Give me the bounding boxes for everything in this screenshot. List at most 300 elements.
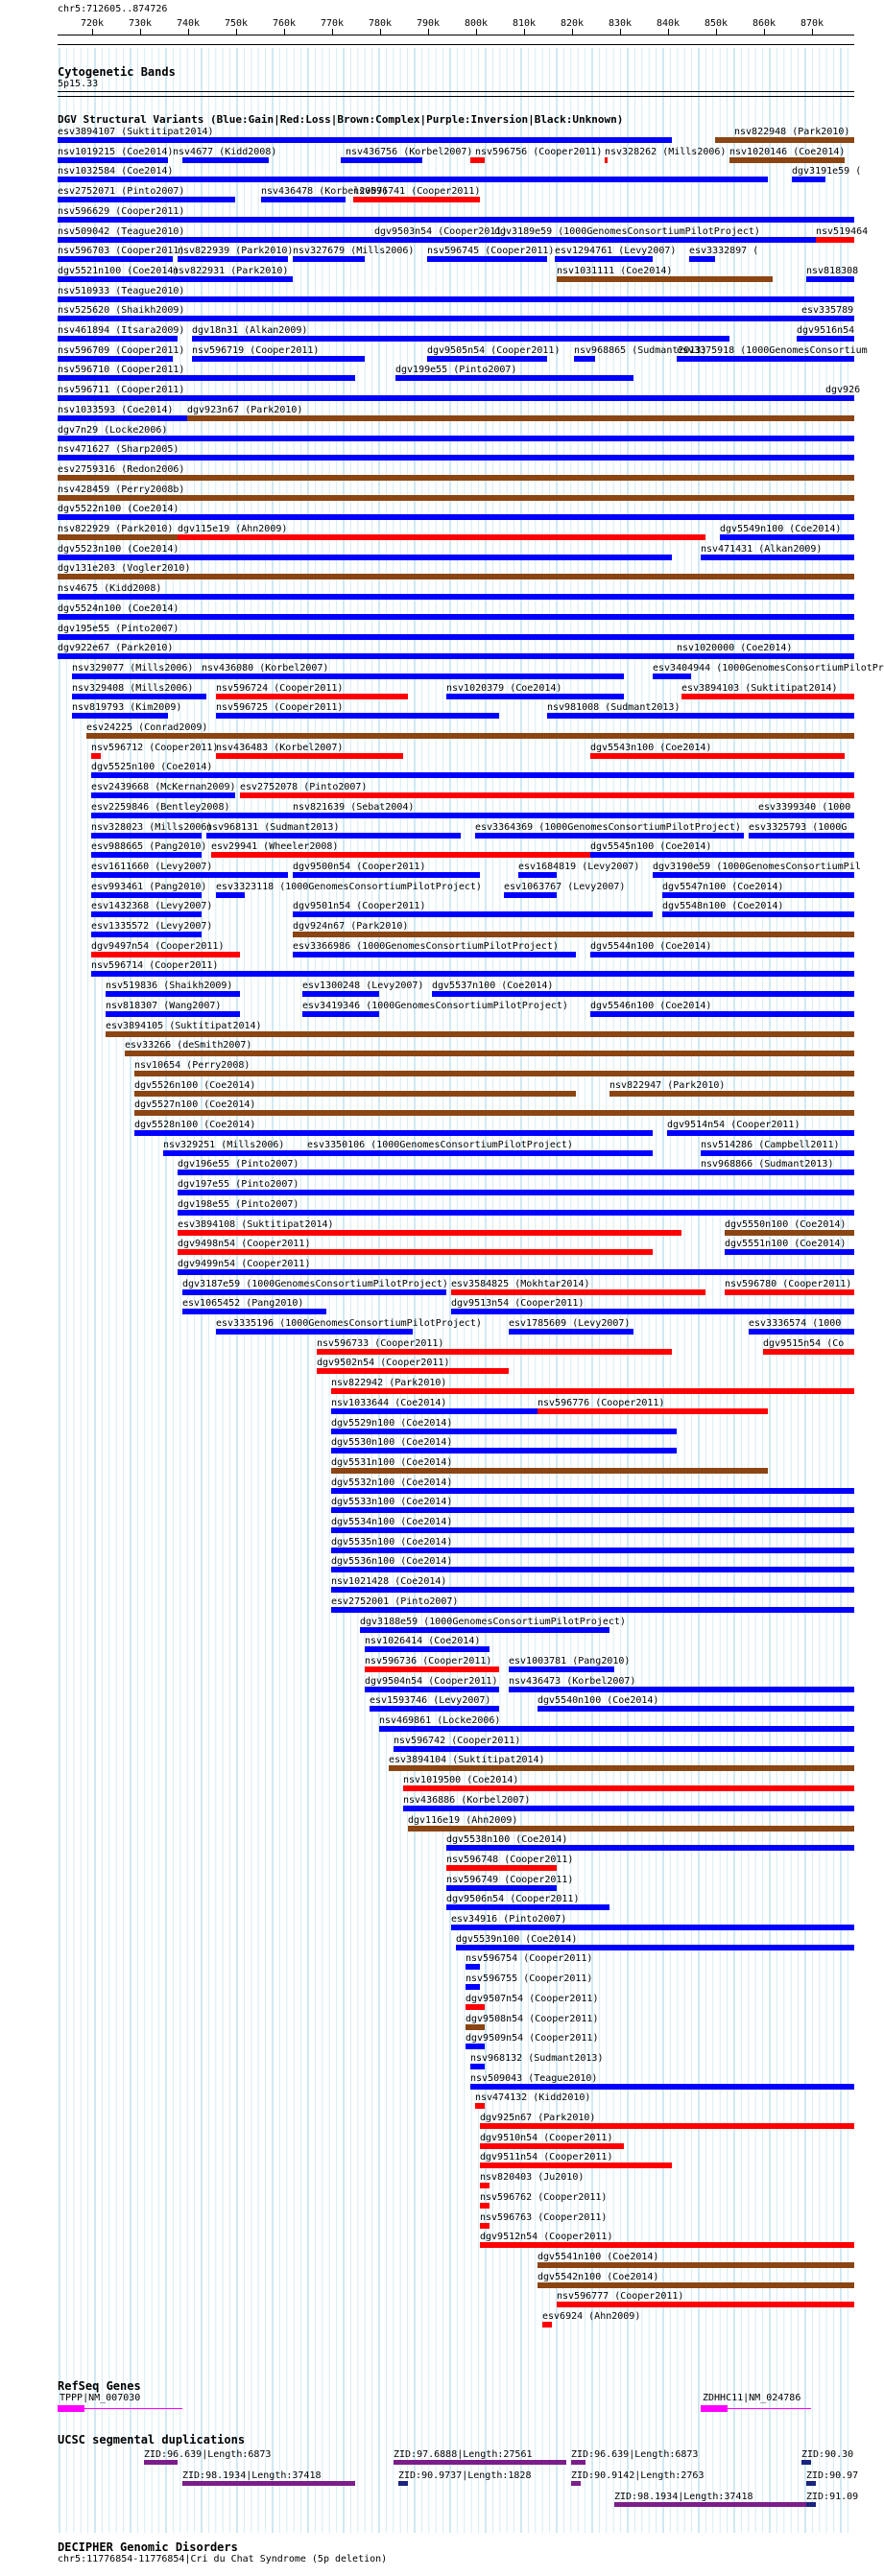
- sv-bar[interactable]: [58, 495, 854, 501]
- sv-label[interactable]: dgv18n31 (Alkan2009): [192, 325, 308, 336]
- sv-bar[interactable]: [163, 1150, 317, 1156]
- sv-label[interactable]: nsv329251 (Mills2006): [163, 1139, 285, 1150]
- sv-label[interactable]: esv3335196 (1000GenomesConsortiumPilotProject): [216, 1318, 482, 1329]
- sv-bar[interactable]: [574, 356, 595, 362]
- sv-bar[interactable]: [379, 1726, 854, 1732]
- sv-label[interactable]: dgv5542n100 (Coe2014): [538, 2271, 659, 2282]
- sv-label[interactable]: nsv1020379 (Coe2014): [446, 682, 562, 694]
- sv-bar[interactable]: [725, 1230, 854, 1236]
- sv-label[interactable]: esv3894107 (Suktitipat2014): [58, 127, 214, 137]
- sv-bar[interactable]: [538, 2262, 854, 2268]
- segdup-label[interactable]: ZID:90.97: [806, 2470, 859, 2481]
- sv-bar[interactable]: [331, 1567, 854, 1572]
- sv-bar[interactable]: [446, 1904, 609, 1910]
- sv-label[interactable]: nsv509042 (Teague2010): [58, 225, 185, 237]
- decipher-item[interactable]: chr5:11776854-11776854|Cri du Chat Syndrome (5p deletion): [58, 2554, 388, 2564]
- sv-bar[interactable]: [293, 872, 480, 878]
- sv-label[interactable]: nsv10654 (Perry2008): [134, 1059, 251, 1071]
- sv-label[interactable]: dgv9511n54 (Cooper2011): [480, 2152, 613, 2163]
- sv-bar[interactable]: [106, 991, 240, 997]
- gene-exon[interactable]: [701, 2405, 728, 2412]
- sv-label[interactable]: nsv596780 (Cooper2011): [725, 1278, 852, 1289]
- segdup-label[interactable]: ZID:97.6888|Length:27561: [394, 2449, 533, 2460]
- sv-label[interactable]: esv1684819 (Levy2007): [518, 861, 640, 872]
- sv-label[interactable]: nsv596724 (Cooper2011): [216, 682, 344, 694]
- sv-label[interactable]: dgv3188e59 (1000GenomesConsortiumPilotProject): [360, 1616, 626, 1627]
- sv-bar[interactable]: [480, 2183, 490, 2188]
- segdup-bar[interactable]: [394, 2460, 566, 2465]
- sv-label[interactable]: nsv4675 (Kidd2008): [58, 583, 162, 595]
- sv-label[interactable]: esv6924 (Ahn2009): [542, 2311, 641, 2322]
- sv-bar[interactable]: [341, 157, 422, 163]
- sv-label[interactable]: esv3336574 (1000: [749, 1318, 842, 1329]
- sv-label[interactable]: dgv7n29 (Locke2006): [58, 424, 168, 436]
- sv-bar[interactable]: [763, 1349, 854, 1355]
- sv-label[interactable]: nsv822947 (Park2010): [609, 1079, 726, 1091]
- sv-bar[interactable]: [538, 1408, 768, 1414]
- sv-label[interactable]: nsv821639 (Sebat2004): [293, 801, 415, 813]
- sv-bar[interactable]: [317, 1368, 509, 1374]
- sv-bar[interactable]: [331, 1587, 854, 1593]
- sv-bar[interactable]: [331, 1488, 854, 1494]
- sv-bar[interactable]: [178, 1230, 681, 1236]
- sv-bar[interactable]: [91, 952, 240, 957]
- sv-label[interactable]: nsv471627 (Sharp2005): [58, 444, 179, 456]
- sv-bar[interactable]: [662, 911, 854, 917]
- sv-label[interactable]: nsv327679 (Mills2006): [293, 246, 415, 257]
- sv-label[interactable]: esv33266 (deSmith2007): [125, 1040, 252, 1052]
- segdup-bar[interactable]: [571, 2481, 581, 2486]
- sv-bar[interactable]: [134, 1130, 653, 1136]
- sv-label[interactable]: esv3894108 (Suktitipat2014): [178, 1218, 334, 1230]
- sv-label[interactable]: dgv9515n54 (Co: [763, 1337, 845, 1349]
- sv-bar[interactable]: [677, 356, 854, 362]
- sv-bar[interactable]: [365, 1687, 499, 1692]
- segdup-bar[interactable]: [571, 2460, 585, 2465]
- sv-bar[interactable]: [825, 395, 854, 401]
- sv-bar[interactable]: [590, 852, 854, 858]
- sv-bar[interactable]: [134, 1071, 854, 1076]
- sv-label[interactable]: nsv519836 (Shaikh2009): [106, 981, 233, 992]
- sv-label[interactable]: dgv923n67 (Park2010): [187, 404, 303, 415]
- sv-bar[interactable]: [91, 892, 202, 898]
- sv-bar[interactable]: [557, 276, 773, 282]
- segdup-label[interactable]: ZID:90.9737|Length:1828: [398, 2470, 532, 2481]
- sv-bar[interactable]: [395, 375, 633, 381]
- sv-bar[interactable]: [480, 2242, 854, 2248]
- sv-label[interactable]: dgv5527n100 (Coe2014): [134, 1099, 256, 1111]
- sv-bar[interactable]: [178, 1210, 854, 1216]
- sv-label[interactable]: nsv329077 (Mills2006): [72, 662, 194, 674]
- sv-bar[interactable]: [58, 336, 178, 342]
- sv-bar[interactable]: [360, 1627, 609, 1633]
- sv-label[interactable]: nsv596776 (Cooper2011): [538, 1397, 665, 1408]
- sv-label[interactable]: esv1785609 (Levy2007): [509, 1318, 631, 1329]
- sv-label[interactable]: esv1065452 (Pang2010): [182, 1298, 304, 1310]
- sv-label[interactable]: dgv5550n100 (Coe2014): [725, 1218, 847, 1230]
- segdup-label[interactable]: ZID:98.1934|Length:37418: [182, 2470, 322, 2481]
- sv-bar[interactable]: [801, 316, 854, 321]
- sv-bar[interactable]: [749, 833, 854, 839]
- sv-bar[interactable]: [475, 2103, 485, 2109]
- sv-bar[interactable]: [725, 1249, 854, 1255]
- sv-bar[interactable]: [58, 296, 854, 302]
- sv-label[interactable]: dgv196e55 (Pinto2007): [178, 1159, 299, 1170]
- sv-label[interactable]: nsv1032584 (Coe2014): [58, 166, 174, 177]
- sv-bar[interactable]: [106, 1031, 854, 1037]
- sv-bar[interactable]: [720, 534, 854, 540]
- sv-bar[interactable]: [427, 256, 547, 262]
- sv-bar[interactable]: [653, 674, 691, 679]
- sv-label[interactable]: nsv596749 (Cooper2011): [446, 1874, 574, 1885]
- sv-bar[interactable]: [178, 1269, 854, 1275]
- sv-bar[interactable]: [605, 157, 608, 163]
- sv-label[interactable]: nsv329408 (Mills2006): [72, 682, 194, 694]
- sv-label[interactable]: dgv3189e59 (1000GenomesConsortiumPilotProject): [494, 225, 760, 237]
- sv-bar[interactable]: [202, 674, 624, 679]
- sv-label[interactable]: nsv436886 (Korbel2007): [403, 1794, 531, 1806]
- sv-bar[interactable]: [701, 1150, 854, 1156]
- sv-bar[interactable]: [216, 694, 408, 699]
- segdup-bar[interactable]: [182, 2481, 355, 2486]
- sv-label[interactable]: dgv9508n54 (Cooper2011): [466, 2013, 599, 2024]
- sv-bar[interactable]: [125, 1051, 854, 1056]
- sv-bar[interactable]: [806, 276, 854, 282]
- sv-label[interactable]: nsv1020000 (Coe2014): [677, 643, 793, 654]
- sv-label[interactable]: esv3350106 (1000GenomesConsortiumPilotProject): [307, 1139, 573, 1150]
- sv-label[interactable]: dgv9512n54 (Cooper2011): [480, 2232, 613, 2243]
- sv-label[interactable]: nsv1026414 (Coe2014): [365, 1636, 481, 1647]
- sv-label[interactable]: dgv5531n100 (Coe2014): [331, 1456, 453, 1468]
- sv-label[interactable]: esv3894103 (Suktitipat2014): [681, 682, 838, 694]
- sv-label[interactable]: esv1593746 (Levy2007): [370, 1695, 491, 1707]
- sv-bar[interactable]: [331, 1468, 768, 1474]
- sv-bar[interactable]: [331, 1408, 538, 1414]
- sv-label[interactable]: dgv5539n100 (Coe2014): [456, 1933, 578, 1945]
- sv-bar[interactable]: [58, 436, 854, 441]
- sv-label[interactable]: nsv596712 (Cooper2011): [91, 742, 219, 753]
- sv-label[interactable]: dgv926: [825, 385, 861, 396]
- segdup-label[interactable]: ZID:96.639|Length:6873: [571, 2449, 699, 2460]
- sv-bar[interactable]: [758, 813, 854, 818]
- sv-bar[interactable]: [408, 1826, 854, 1832]
- sv-label[interactable]: dgv5534n100 (Coe2014): [331, 1517, 453, 1527]
- sv-label[interactable]: nsv596629 (Cooper2011): [58, 205, 185, 217]
- sv-bar[interactable]: [58, 356, 173, 362]
- sv-bar[interactable]: [178, 534, 705, 540]
- sv-label[interactable]: esv3366986 (1000GenomesConsortiumPilotProject): [293, 940, 559, 952]
- sv-label[interactable]: nsv328023 (Mills2006): [91, 821, 213, 833]
- sv-bar[interactable]: [58, 395, 825, 401]
- sv-label[interactable]: nsv461894 (Itsara2009): [58, 325, 185, 336]
- sv-label[interactable]: nsv596756 (Cooper2011): [475, 146, 603, 157]
- sv-label[interactable]: nsv328262 (Mills2006): [605, 146, 727, 157]
- sv-label[interactable]: nsv822939 (Park2010): [178, 246, 294, 257]
- sv-label[interactable]: nsv596736 (Cooper2011): [365, 1655, 492, 1666]
- sv-bar[interactable]: [538, 1706, 854, 1712]
- sv-label[interactable]: nsv596703 (Cooper2011): [58, 246, 185, 257]
- sv-bar[interactable]: [480, 2223, 490, 2229]
- sv-label[interactable]: esv1432368 (Levy2007): [91, 901, 213, 912]
- sv-label[interactable]: nsv436483 (Korbel2007): [216, 742, 344, 753]
- sv-bar[interactable]: [365, 1666, 499, 1672]
- sv-bar[interactable]: [590, 952, 854, 957]
- sv-label[interactable]: esv3325793 (1000G: [749, 821, 848, 833]
- sv-bar[interactable]: [134, 1110, 854, 1116]
- sv-label[interactable]: nsv428459 (Perry2008b): [58, 484, 185, 495]
- sv-bar[interactable]: [590, 1011, 854, 1017]
- sv-label[interactable]: dgv9499n54 (Cooper2011): [178, 1258, 311, 1269]
- sv-bar[interactable]: [466, 2024, 485, 2030]
- sv-bar[interactable]: [480, 2203, 490, 2209]
- sv-bar[interactable]: [494, 237, 792, 243]
- sv-label[interactable]: dgv197e55 (Pinto2007): [178, 1179, 299, 1191]
- sv-label[interactable]: dgv9514n54 (Cooper2011): [667, 1120, 800, 1130]
- sv-bar[interactable]: [538, 2282, 854, 2288]
- sv-label[interactable]: nsv596714 (Cooper2011): [91, 960, 219, 972]
- sv-label[interactable]: dgv5546n100 (Coe2014): [590, 1000, 712, 1011]
- sv-bar[interactable]: [389, 1765, 854, 1771]
- sv-label[interactable]: esv1335572 (Levy2007): [91, 921, 213, 932]
- sv-bar[interactable]: [466, 1964, 480, 1970]
- sv-bar[interactable]: [555, 256, 653, 262]
- sv-label[interactable]: dgv5533n100 (Coe2014): [331, 1497, 453, 1508]
- sv-bar[interactable]: [261, 197, 346, 202]
- sv-label[interactable]: nsv822929 (Park2010): [58, 524, 174, 534]
- sv-label[interactable]: nsv1033593 (Coe2014): [58, 404, 174, 415]
- sv-label[interactable]: nsv596710 (Cooper2011): [58, 365, 185, 376]
- sv-label[interactable]: dgv9506n54 (Cooper2011): [446, 1894, 580, 1905]
- gene-label[interactable]: ZDHHC11|NM_024786: [703, 2393, 801, 2403]
- sv-bar[interactable]: [182, 1309, 326, 1314]
- sv-bar[interactable]: [509, 1329, 633, 1335]
- sv-bar[interactable]: [590, 753, 845, 759]
- sv-bar[interactable]: [58, 534, 178, 540]
- sv-label[interactable]: esv988665 (Pang2010): [91, 841, 207, 853]
- sv-label[interactable]: dgv3187e59 (1000GenomesConsortiumPilotProject): [182, 1278, 448, 1289]
- sv-bar[interactable]: [542, 2322, 552, 2328]
- sv-label[interactable]: dgv5532n100 (Coe2014): [331, 1477, 453, 1488]
- sv-bar[interactable]: [91, 792, 235, 798]
- sv-label[interactable]: nsv968132 (Sudmant2013): [470, 2052, 604, 2064]
- sv-label[interactable]: dgv9513n54 (Cooper2011): [451, 1298, 585, 1310]
- sv-label[interactable]: dgv5543n100 (Coe2014): [590, 742, 712, 753]
- sv-label[interactable]: dgv9505n54 (Cooper2011): [427, 344, 561, 356]
- sv-bar[interactable]: [192, 356, 365, 362]
- sv-bar[interactable]: [178, 1190, 854, 1195]
- sv-bar[interactable]: [240, 792, 854, 798]
- sv-label[interactable]: dgv9509n54 (Cooper2011): [466, 2033, 599, 2044]
- sv-label[interactable]: dgv5538n100 (Coe2014): [446, 1834, 568, 1846]
- sv-label[interactable]: esv2752071 (Pinto2007): [58, 186, 185, 198]
- sv-label[interactable]: nsv818307 (Wang2007): [106, 1000, 222, 1011]
- sv-bar[interactable]: [749, 1329, 854, 1335]
- sv-bar[interactable]: [317, 1349, 672, 1355]
- sv-label[interactable]: esv3332897 (: [689, 246, 759, 257]
- sv-bar[interactable]: [466, 1984, 480, 1990]
- sv-bar[interactable]: [58, 316, 854, 321]
- sv-bar[interactable]: [466, 2044, 485, 2049]
- sv-bar[interactable]: [293, 932, 854, 937]
- sv-bar[interactable]: [446, 694, 624, 699]
- sv-label[interactable]: nsv436756 (Korbel2007): [346, 146, 473, 157]
- sv-label[interactable]: dgv5526n100 (Coe2014): [134, 1079, 256, 1091]
- sv-label[interactable]: nsv596741 (Cooper2011): [353, 186, 481, 198]
- sv-label[interactable]: nsv596754 (Cooper2011): [466, 1953, 593, 1965]
- sv-bar[interactable]: [725, 1289, 854, 1295]
- sv-bar[interactable]: [72, 713, 168, 719]
- segdup-bar[interactable]: [806, 2481, 816, 2486]
- sv-label[interactable]: dgv9500n54 (Cooper2011): [293, 861, 426, 872]
- sv-label[interactable]: esv2259846 (Bentley2008): [91, 801, 230, 813]
- sv-bar[interactable]: [216, 713, 499, 719]
- sv-label[interactable]: esv1611660 (Levy2007): [91, 861, 213, 872]
- sv-label[interactable]: nsv596719 (Cooper2011): [192, 344, 320, 356]
- sv-label[interactable]: nsv1031111 (Coe2014): [557, 265, 673, 276]
- sv-label[interactable]: dgv5536n100 (Coe2014): [331, 1556, 453, 1568]
- sv-label[interactable]: dgv5521n100 (Coe2014): [58, 265, 179, 276]
- sv-label[interactable]: dgv5540n100 (Coe2014): [538, 1695, 659, 1707]
- sv-bar[interactable]: [192, 336, 729, 342]
- sv-label[interactable]: dgv5535n100 (Coe2014): [331, 1536, 453, 1548]
- sv-bar[interactable]: [681, 694, 854, 699]
- sv-label[interactable]: nsv596745 (Cooper2011): [427, 246, 555, 257]
- sv-bar[interactable]: [58, 455, 854, 461]
- sv-label[interactable]: nsv1019500 (Coe2014): [403, 1775, 519, 1786]
- sv-bar[interactable]: [302, 1011, 379, 1017]
- sv-label[interactable]: nsv981008 (Sudmant2013): [547, 702, 681, 714]
- gene-exon[interactable]: [58, 2405, 84, 2412]
- sv-bar[interactable]: [792, 177, 825, 182]
- sv-label[interactable]: esv2759316 (Redon2006): [58, 463, 185, 475]
- sv-bar[interactable]: [216, 753, 403, 759]
- sv-label[interactable]: dgv5537n100 (Coe2014): [432, 981, 554, 992]
- sv-label[interactable]: dgv131e203 (Vogler2010): [58, 563, 191, 575]
- sv-label[interactable]: nsv596709 (Cooper2011): [58, 344, 185, 356]
- sv-label[interactable]: esv3584825 (Mokhtar2014): [451, 1278, 590, 1289]
- segdup-bar[interactable]: [801, 2460, 811, 2465]
- sv-bar[interactable]: [331, 1607, 854, 1613]
- sv-bar[interactable]: [509, 1687, 854, 1692]
- sv-bar[interactable]: [427, 356, 547, 362]
- sv-label[interactable]: dgv199e55 (Pinto2007): [395, 365, 517, 376]
- sv-label[interactable]: esv1300248 (Levy2007): [302, 981, 424, 992]
- sv-label[interactable]: esv1003781 (Pang2010): [509, 1655, 631, 1666]
- sv-label[interactable]: dgv9503n54 (Cooper2011): [374, 225, 508, 237]
- sv-label[interactable]: esv993461 (Pang2010): [91, 881, 207, 892]
- sv-bar[interactable]: [451, 1309, 854, 1314]
- sv-label[interactable]: nsv436473 (Korbel2007): [509, 1675, 636, 1687]
- sv-label[interactable]: esv1063767 (Levy2007): [504, 881, 626, 892]
- sv-label[interactable]: dgv5544n100 (Coe2014): [590, 940, 712, 952]
- sv-label[interactable]: esv3894105 (Suktitipat2014): [106, 1020, 262, 1031]
- sv-label[interactable]: dgv5522n100 (Coe2014): [58, 504, 179, 515]
- sv-label[interactable]: nsv820403 (Ju2010): [480, 2172, 585, 2184]
- sv-bar[interactable]: [91, 772, 854, 778]
- sv-label[interactable]: dgv9510n54 (Cooper2011): [480, 2132, 613, 2143]
- sv-bar[interactable]: [58, 594, 854, 600]
- sv-bar[interactable]: [797, 336, 854, 342]
- sv-label[interactable]: esv2439668 (McKernan2009): [91, 782, 236, 793]
- sv-label[interactable]: dgv5541n100 (Coe2014): [538, 2251, 659, 2262]
- segdup-label[interactable]: ZID:90.9142|Length:2763: [571, 2470, 705, 2481]
- sv-bar[interactable]: [293, 911, 653, 917]
- segdup-label[interactable]: ZID:98.1934|Length:37418: [614, 2492, 753, 2502]
- sv-bar[interactable]: [609, 1091, 854, 1097]
- sv-bar[interactable]: [480, 2162, 672, 2168]
- segdup-label[interactable]: ZID:96.639|Length:6873: [144, 2449, 272, 2460]
- sv-bar[interactable]: [106, 1011, 240, 1017]
- sv-bar[interactable]: [216, 892, 245, 898]
- sv-label[interactable]: dgv5549n100 (Coe2014): [720, 524, 842, 534]
- sv-bar[interactable]: [374, 237, 480, 243]
- sv-bar[interactable]: [302, 991, 379, 997]
- sv-label[interactable]: nsv436478 (Korbel2007): [261, 186, 389, 198]
- sv-label[interactable]: nsv968865 (Sudmant2013): [574, 344, 707, 356]
- sv-label[interactable]: nsv596742 (Cooper2011): [394, 1735, 521, 1746]
- sv-bar[interactable]: [331, 1548, 854, 1553]
- sv-label[interactable]: dgv9498n54 (Cooper2011): [178, 1239, 311, 1250]
- sv-bar[interactable]: [475, 833, 744, 839]
- sv-bar[interactable]: [446, 1885, 557, 1891]
- sv-label[interactable]: nsv474132 (Kidd2010): [475, 2092, 591, 2104]
- sv-label[interactable]: esv335789: [801, 305, 854, 317]
- sv-label[interactable]: dgv116e19 (Ahn2009): [408, 1814, 518, 1826]
- segdup-bar[interactable]: [398, 2481, 408, 2486]
- sv-label[interactable]: nsv1033644 (Coe2014): [331, 1397, 447, 1408]
- segdup-label[interactable]: ZID:91.09: [806, 2492, 859, 2502]
- sv-bar[interactable]: [91, 932, 202, 937]
- sv-label[interactable]: nsv822942 (Park2010): [331, 1378, 447, 1389]
- sv-bar[interactable]: [72, 694, 206, 699]
- sv-bar[interactable]: [293, 952, 576, 957]
- sv-label[interactable]: dgv5523n100 (Coe2014): [58, 543, 179, 555]
- sv-bar[interactable]: [701, 555, 854, 560]
- sv-label[interactable]: nsv596711 (Cooper2011): [58, 385, 185, 396]
- sv-label[interactable]: nsv525620 (Shaikh2009): [58, 305, 185, 317]
- sv-label[interactable]: esv1294761 (Levy2007): [555, 246, 677, 257]
- sv-label[interactable]: dgv925n67 (Park2010): [480, 2113, 596, 2123]
- sv-label[interactable]: esv3375918 (1000GenomesConsortium: [677, 344, 868, 356]
- sv-bar[interactable]: [353, 197, 480, 202]
- sv-bar[interactable]: [91, 852, 202, 858]
- sv-bar[interactable]: [480, 2143, 624, 2149]
- sv-bar[interactable]: [178, 1249, 653, 1255]
- sv-bar[interactable]: [58, 375, 355, 381]
- sv-bar[interactable]: [331, 1429, 677, 1434]
- sv-bar[interactable]: [293, 256, 365, 262]
- sv-bar[interactable]: [307, 1150, 653, 1156]
- sv-bar[interactable]: [182, 157, 269, 163]
- sv-label[interactable]: dgv5548n100 (Coe2014): [662, 901, 784, 912]
- sv-label[interactable]: esv3399340 (1000: [758, 801, 851, 813]
- sv-label[interactable]: esv3419346 (1000GenomesConsortiumPilotProject): [302, 1000, 568, 1011]
- sv-bar[interactable]: [58, 634, 854, 640]
- sv-label[interactable]: esv24225 (Conrad2009): [86, 722, 208, 733]
- sv-bar[interactable]: [58, 197, 235, 202]
- sv-bar[interactable]: [58, 614, 854, 620]
- sv-label[interactable]: esv3894104 (Suktitipat2014): [389, 1755, 545, 1766]
- sv-bar[interactable]: [446, 1865, 557, 1871]
- sv-label[interactable]: dgv922e67 (Park2010): [58, 643, 174, 654]
- sv-label[interactable]: nsv968866 (Sudmant2013): [701, 1159, 834, 1170]
- sv-label[interactable]: dgv9507n54 (Cooper2011): [466, 1993, 599, 2004]
- sv-label[interactable]: nsv1019215 (Coe2014): [58, 146, 174, 157]
- sv-label[interactable]: dgv5525n100 (Coe2014): [91, 762, 213, 773]
- sv-bar[interactable]: [58, 177, 768, 182]
- sv-label[interactable]: nsv514286 (Campbell2011): [701, 1139, 840, 1150]
- sv-label[interactable]: dgv5530n100 (Coe2014): [331, 1437, 453, 1449]
